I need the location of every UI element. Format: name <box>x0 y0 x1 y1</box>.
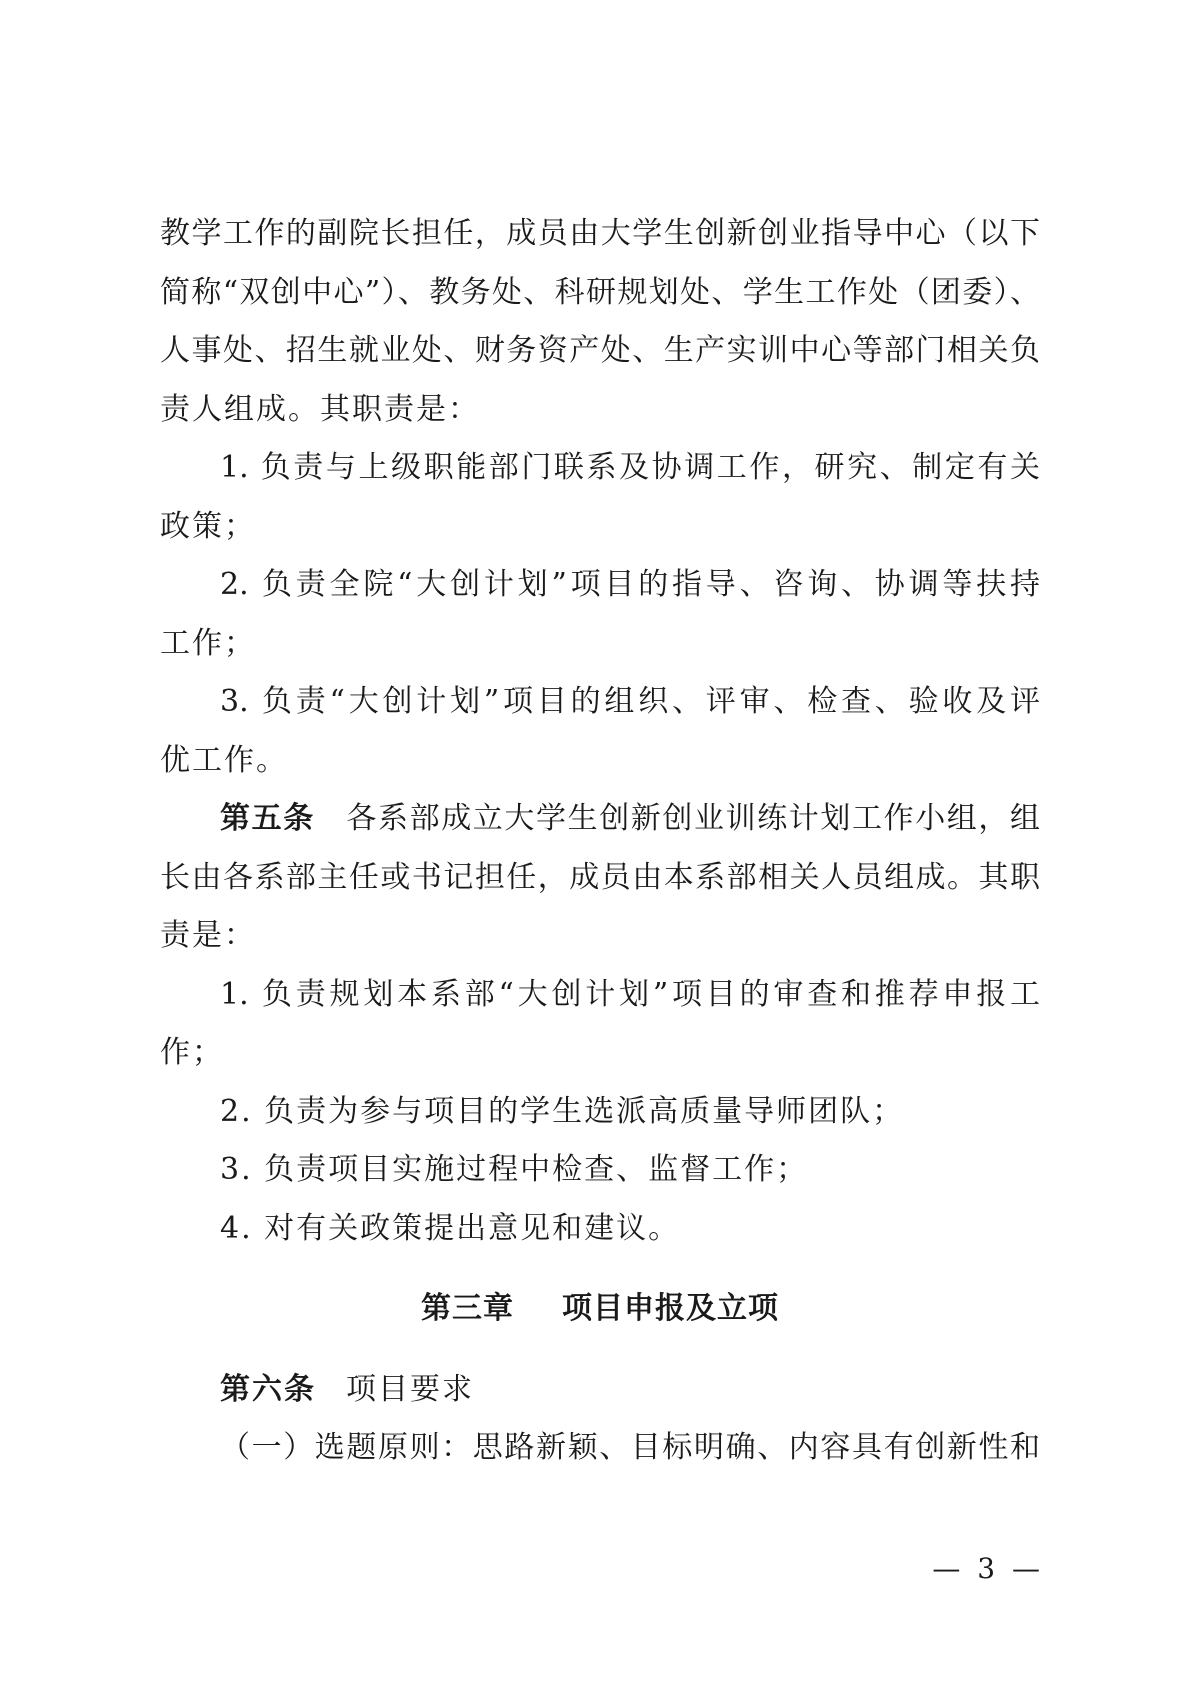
list-item-continuation: 政策； <box>160 508 256 544</box>
list-item: 1. 负责规划本系部“大创计划”项目的审查和推荐申报工 <box>220 976 1040 1012</box>
chapter-title: 项目申报及立项 <box>562 1291 779 1326</box>
paragraph-line: （一）选题原则：思路新颖、目标明确、内容具有创新性和 <box>220 1430 1040 1465</box>
paragraph-line: 责是： <box>160 918 256 953</box>
list-item-continuation: 优工作。 <box>160 742 288 778</box>
list-item: 3. 负责“大创计划”项目的组织、评审、检查、验收及评 <box>220 684 1040 719</box>
chapter-number: 第三章 <box>421 1291 514 1326</box>
article-6-text: 项目要求 <box>346 1371 474 1407</box>
list-item: 2. 负责全院“大创计划”项目的指导、咨询、协调等扶持 <box>220 567 1040 602</box>
list-item-continuation: 作； <box>160 1035 224 1070</box>
list-item: 4. 对有关政策提出意见和建议。 <box>220 1210 681 1246</box>
paragraph-line: 长由各系部主任或书记担任，成员由本系部相关人员组成。其职 <box>160 859 1040 895</box>
list-item: 1. 负责与上级职能部门联系及协调工作，研究、制定有关 <box>220 450 1040 485</box>
list-item: 2. 负责为参与项目的学生选派高质量导师团队； <box>220 1093 905 1129</box>
list-item: 3. 负责项目实施过程中检查、监督工作； <box>220 1152 809 1187</box>
article-5 <box>160 790 1040 849</box>
article-5-label: 第五条 <box>220 801 315 836</box>
list-item-continuation: 工作； <box>160 625 256 661</box>
paragraph-line: 简称“双创中心”）、教务处、科研规划处、学生工作处（团委）、 <box>160 274 1040 310</box>
article-6 <box>160 1361 1040 1420</box>
document-body <box>160 205 1040 1478</box>
article-5-text: 各系部成立大学生创新创业训练计划工作小组，组 <box>344 801 1041 836</box>
paragraph-line: 责人组成。其职责是： <box>160 391 480 427</box>
paragraph-line: 人事处、招生就业处、财务资产处、生产实训中心等部门相关负 <box>160 333 1040 368</box>
article-6-label: 第六条 <box>220 1371 316 1407</box>
chapter-heading <box>160 1280 1040 1339</box>
paragraph-line: 教学工作的副院长担任，成员由大学生创新创业指导中心（以下 <box>160 216 1040 251</box>
page-number: — 3 — <box>932 1552 1044 1585</box>
